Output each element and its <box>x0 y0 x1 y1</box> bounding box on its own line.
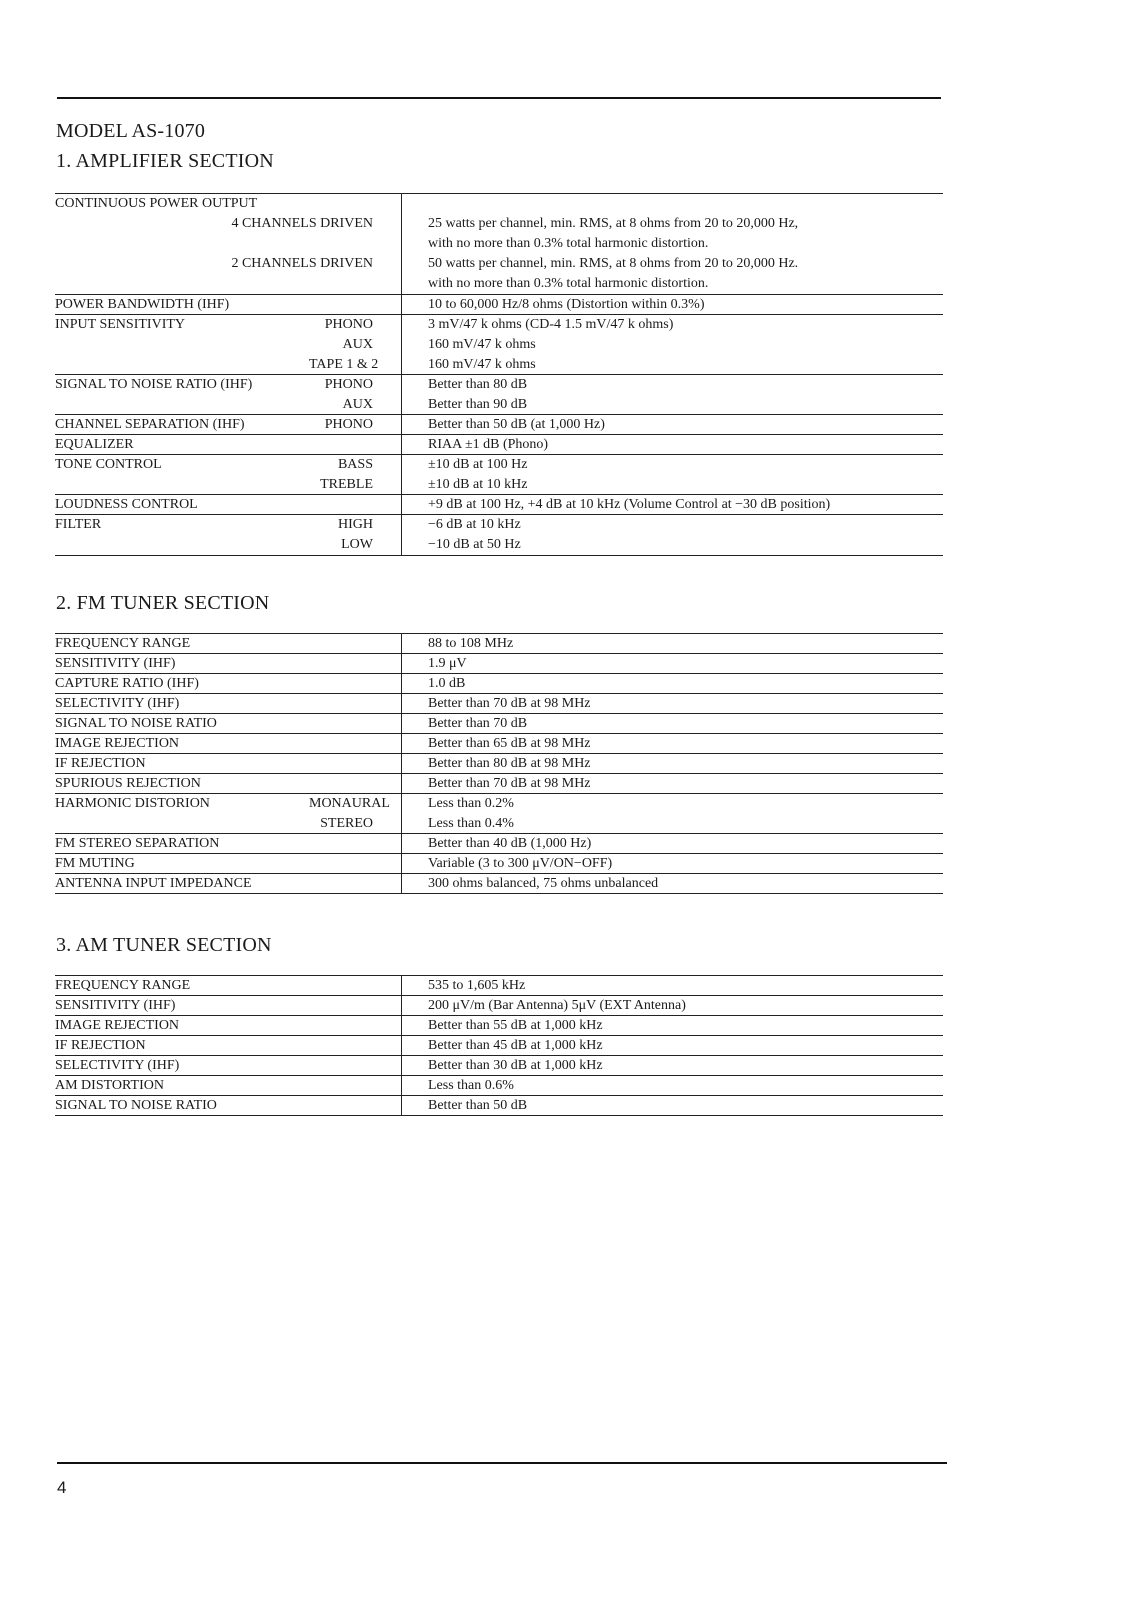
spec-sublabel: LOW <box>341 537 373 552</box>
spec-value: 10 to 60,000 Hz/8 ohms (Distortion within 0.3%) <box>401 295 943 314</box>
spec-sublabel <box>309 1036 401 1055</box>
spec-value: 200 μV/m (Bar Antenna) 5μV (EXT Antenna) <box>401 996 943 1015</box>
spec-label: FREQUENCY RANGE <box>55 636 191 651</box>
spec-sublabel <box>309 1096 401 1115</box>
table-row <box>55 515 943 535</box>
spec-label: SENSITIVITY (IHF) <box>55 998 176 1013</box>
spec-value: Less than 0.6% <box>401 1076 943 1095</box>
spec-sublabel: PHONO <box>324 317 373 332</box>
spec-sublabel <box>309 1056 401 1075</box>
spec-label: HARMONIC DISTORION <box>55 796 210 811</box>
spec-label: SELECTIVITY (IHF) <box>55 1058 180 1073</box>
spec-label: AM DISTORTION <box>55 1078 164 1093</box>
table-row <box>55 435 943 455</box>
spec-label <box>55 335 309 355</box>
bottom-rule <box>57 1462 947 1464</box>
fm-spec-table <box>55 633 943 894</box>
spec-sublabel <box>309 874 401 893</box>
spec-value: Less than 0.4% <box>401 814 943 833</box>
spec-label: CAPTURE RATIO (IHF) <box>55 676 199 691</box>
spec-value: Better than 65 dB at 98 MHz <box>401 734 943 753</box>
spec-value: Better than 70 dB <box>401 714 943 733</box>
table-row <box>55 234 943 254</box>
spec-label <box>55 535 309 555</box>
spec-label: FILTER <box>55 517 102 532</box>
spec-label: CHANNEL SEPARATION (IHF) <box>55 417 245 432</box>
table-row <box>55 1056 943 1076</box>
spec-sublabel: STEREO <box>320 816 373 831</box>
top-rule <box>57 97 941 99</box>
spec-value: 160 mV/47 k ohms <box>401 335 943 355</box>
spec-value: 50 watts per channel, min. RMS, at 8 ohms from 20 to 20,000 Hz. <box>401 254 943 274</box>
table-row <box>55 834 943 854</box>
spec-value: Better than 50 dB <box>401 1096 943 1115</box>
spec-value: ±10 dB at 10 kHz <box>401 475 943 494</box>
am-spec-table <box>55 975 943 1116</box>
spec-sublabel: BASS <box>337 457 373 472</box>
table-row <box>55 714 943 734</box>
spec-label: SPURIOUS REJECTION <box>55 776 201 791</box>
spec-value: 25 watts per channel, min. RMS, at 8 ohms from 20 to 20,000 Hz, <box>401 214 943 234</box>
spec-sublabel <box>309 834 401 853</box>
spec-label: IF REJECTION <box>55 756 146 771</box>
fm-section-title: 2. FM TUNER SECTION <box>56 592 270 614</box>
spec-value: 160 mV/47 k ohms <box>401 355 943 374</box>
spec-value: 88 to 108 MHz <box>401 634 943 653</box>
table-row <box>55 874 943 894</box>
spec-value: Better than 80 dB at 98 MHz <box>401 754 943 773</box>
spec-label: IMAGE REJECTION <box>55 736 180 751</box>
spec-value: ±10 dB at 100 Hz <box>401 455 943 475</box>
spec-label: INPUT SENSITIVITY <box>55 317 186 332</box>
table-row <box>55 814 943 834</box>
spec-sublabel: PHONO <box>324 417 373 432</box>
spec-value: Better than 70 dB at 98 MHz <box>401 774 943 793</box>
table-row <box>55 694 943 714</box>
spec-sublabel <box>309 435 401 454</box>
spec-value: with no more than 0.3% total harmonic distortion. <box>401 274 943 294</box>
spec-value: with no more than 0.3% total harmonic distortion. <box>401 234 943 254</box>
table-row <box>55 774 943 794</box>
table-row <box>55 1076 943 1096</box>
amplifier-spec-table <box>55 193 943 556</box>
table-row <box>55 455 943 475</box>
spec-value: 300 ohms balanced, 75 ohms unbalanced <box>401 874 943 893</box>
spec-sublabel <box>309 774 401 793</box>
spec-label: SIGNAL TO NOISE RATIO <box>55 716 217 731</box>
spec-sublabel <box>309 854 401 873</box>
spec-label: FREQUENCY RANGE <box>55 978 191 993</box>
spec-value <box>401 194 943 214</box>
spec-label: TONE CONTROL <box>55 457 162 472</box>
table-row <box>55 214 943 234</box>
spec-sublabel: 4 CHANNELS DRIVEN <box>231 216 373 231</box>
spec-value: 1.9 μV <box>401 654 943 673</box>
table-row <box>55 996 943 1016</box>
table-row <box>55 1016 943 1036</box>
table-row <box>55 395 943 415</box>
spec-label: SELECTIVITY (IHF) <box>55 696 180 711</box>
amplifier-section-title: 1. AMPLIFIER SECTION <box>56 150 274 172</box>
spec-sublabel: TREBLE <box>320 477 373 492</box>
model-title: MODEL AS-1070 <box>56 120 206 142</box>
spec-sublabel <box>309 1076 401 1095</box>
spec-sublabel <box>309 634 401 653</box>
spec-label: FM STEREO SEPARATION <box>55 836 220 851</box>
spec-label: SIGNAL TO NOISE RATIO (IHF) <box>55 377 253 392</box>
spec-label <box>55 395 309 414</box>
table-row <box>55 1096 943 1116</box>
spec-value: RIAA ±1 dB (Phono) <box>401 435 943 454</box>
table-row <box>55 193 943 214</box>
spec-sublabel <box>309 754 401 773</box>
spec-value: Better than 55 dB at 1,000 kHz <box>401 1016 943 1035</box>
spec-label: POWER BANDWIDTH (IHF) <box>55 297 230 312</box>
spec-value: Variable (3 to 300 μV/ON−OFF) <box>401 854 943 873</box>
spec-value: Better than 70 dB at 98 MHz <box>401 694 943 713</box>
spec-sublabel <box>309 295 401 314</box>
spec-value: 535 to 1,605 kHz <box>401 976 943 995</box>
table-row <box>55 355 943 375</box>
spec-sublabel: TAPE 1 & 2 <box>309 357 379 372</box>
spec-sublabel <box>309 976 401 995</box>
spec-label <box>55 814 309 833</box>
spec-sublabel <box>309 996 401 1015</box>
spec-label: ANTENNA INPUT IMPEDANCE <box>55 876 252 891</box>
spec-label: SENSITIVITY (IHF) <box>55 656 176 671</box>
spec-value: Less than 0.2% <box>401 794 943 814</box>
am-section-title: 3. AM TUNER SECTION <box>56 934 272 956</box>
spec-sublabel: AUX <box>342 397 373 412</box>
table-row <box>55 794 943 814</box>
spec-value: +9 dB at 100 Hz, +4 dB at 10 kHz (Volume Control at −30 dB position) <box>401 495 943 514</box>
page-number: 4 <box>57 1478 67 1497</box>
spec-label: EQUALIZER <box>55 437 134 452</box>
spec-sublabel <box>309 495 401 514</box>
spec-label: FM MUTING <box>55 856 135 871</box>
table-row <box>55 415 943 435</box>
spec-label: IF REJECTION <box>55 1038 146 1053</box>
spec-sublabel <box>309 654 401 673</box>
spec-value: Better than 50 dB (at 1,000 Hz) <box>401 415 943 434</box>
spec-label <box>55 234 309 254</box>
spec-value: 3 mV/47 k ohms (CD-4 1.5 mV/47 k ohms) <box>401 315 943 335</box>
spec-sublabel <box>309 274 401 294</box>
spec-sublabel: 2 CHANNELS DRIVEN <box>231 256 373 271</box>
spec-sublabel <box>309 1016 401 1035</box>
table-row <box>55 975 943 996</box>
spec-value: Better than 40 dB (1,000 Hz) <box>401 834 943 853</box>
table-row <box>55 335 943 355</box>
spec-sublabel <box>309 674 401 693</box>
table-row <box>55 254 943 274</box>
spec-sublabel <box>309 694 401 713</box>
spec-label: LOUDNESS CONTROL <box>55 497 198 512</box>
table-row <box>55 633 943 654</box>
spec-label <box>55 274 309 294</box>
spec-sublabel: MONAURAL <box>309 796 390 811</box>
spec-value: Better than 30 dB at 1,000 kHz <box>401 1056 943 1075</box>
spec-label: IMAGE REJECTION <box>55 1018 180 1033</box>
table-row <box>55 495 943 515</box>
spec-sublabel: PHONO <box>324 377 373 392</box>
table-row <box>55 654 943 674</box>
table-row <box>55 854 943 874</box>
spec-value: Better than 80 dB <box>401 375 943 395</box>
spec-sublabel <box>309 734 401 753</box>
spec-sublabel <box>309 194 401 214</box>
spec-value: Better than 45 dB at 1,000 kHz <box>401 1036 943 1055</box>
spec-label <box>55 355 309 374</box>
table-row <box>55 535 943 556</box>
table-row <box>55 475 943 495</box>
spec-value: Better than 90 dB <box>401 395 943 414</box>
spec-sublabel: HIGH <box>338 517 373 532</box>
table-row <box>55 274 943 295</box>
spec-sublabel <box>309 714 401 733</box>
table-row <box>55 674 943 694</box>
spec-value: −6 dB at 10 kHz <box>401 515 943 535</box>
table-row <box>55 1036 943 1056</box>
spec-label: SIGNAL TO NOISE RATIO <box>55 1098 217 1113</box>
spec-sublabel: AUX <box>342 337 373 352</box>
spec-sublabel <box>309 234 401 254</box>
spec-value: −10 dB at 50 Hz <box>401 535 943 555</box>
table-row <box>55 375 943 395</box>
spec-label: CONTINUOUS POWER OUTPUT <box>55 196 258 211</box>
table-row <box>55 734 943 754</box>
table-row <box>55 315 943 335</box>
spec-value: 1.0 dB <box>401 674 943 693</box>
spec-label <box>55 475 309 494</box>
table-row <box>55 295 943 315</box>
table-row <box>55 754 943 774</box>
